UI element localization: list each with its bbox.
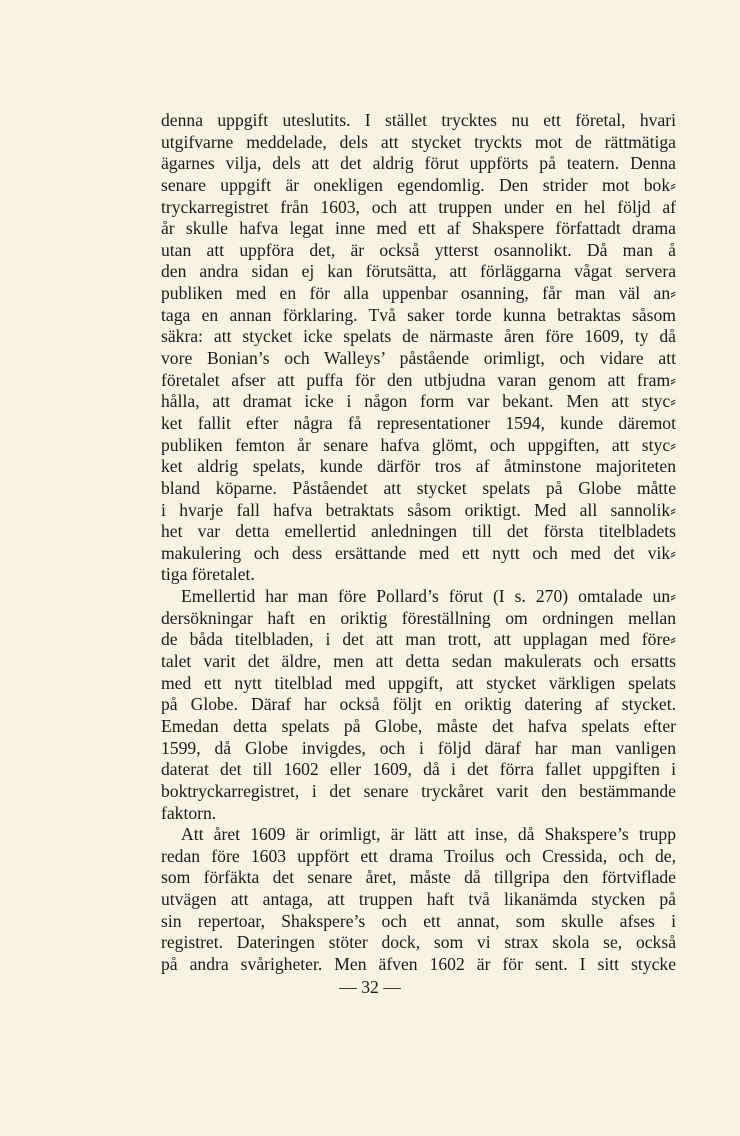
text-line: utan att uppföra det, är också ytterst osannolikt. Då man å [161, 239, 676, 260]
text-line: som förfäkta det senare året, måste då tillgripa den förtviflade [161, 867, 676, 888]
text-line: utgifvarne meddelade, dels att stycket tryckts mot de rättmätiga [161, 131, 676, 152]
text-line: på andra svårigheter. Men äfven 1602 är för sent. I sitt stycke [161, 953, 676, 974]
paragraph-3 [161, 824, 676, 975]
text-line: publiken med en för alla uppenbar osanning, får man väl an⸗ [161, 283, 676, 304]
text-line: tryckarregistret från 1603, och att truppen under en hel följd af [161, 196, 676, 217]
paragraph-1 [161, 110, 676, 586]
text-line: publiken femton år senare hafva glömt, och uppgiften, att styc⸗ [161, 434, 676, 455]
text-line: makulering och dess ersättande med ett nytt och med det vik⸗ [161, 542, 676, 563]
text-line: het var detta emellertid anledningen till det första titelbladets [161, 521, 676, 542]
text-line: 1599, då Globe invigdes, och i följd däraf har man vanligen [161, 737, 676, 758]
text-line: redan före 1603 uppfört ett drama Troilus och Cressida, och de, [161, 845, 676, 866]
text-line: de båda titelbladen, i det att man trott, att upplagan med före⸗ [161, 629, 676, 650]
text-line: år skulle hafva legat inne med ett af Shakspere författadt drama [161, 218, 676, 239]
text-line: ket aldrig spelats, kunde därför tros af åtminstone majoriteten [161, 456, 676, 477]
body-text [161, 110, 676, 976]
text-line: i hvarje fall hafva betraktats såsom oriktigt. Med all sannolik⸗ [161, 499, 676, 520]
text-line: denna uppgift uteslutits. I stället trycktes nu ett företal, hvari [161, 110, 676, 130]
text-line: säkra: att stycket icke spelats de närmaste åren före 1609, ty då [161, 326, 676, 347]
text-line: dersökningar haft en oriktig föreställning om ordningen mellan [161, 607, 676, 628]
paragraph-2 [161, 586, 676, 824]
text-line: senare uppgift är onekligen egendomlig. Den strider mot bok⸗ [161, 174, 676, 195]
text-line: registret. Dateringen stöter dock, som vi strax skola se, också [161, 932, 676, 953]
text-line: hålla, att dramat icke i någon form var bekant. Men att styc⸗ [161, 391, 676, 412]
text-line: boktryckarregistret, i det senare tryckåret varit den bestämmande [161, 780, 676, 801]
text-line: tiga företalet. [161, 564, 255, 585]
text-line: taga en annan förklaring. Två saker torde kunna betraktas såsom [161, 304, 676, 325]
text-line: utvägen att antaga, att truppen haft två likanämda stycken på [161, 889, 676, 910]
text-line: på Globe. Däraf har också följt en oriktig datering af stycket. [161, 694, 676, 715]
text-line: ket fallit efter några få representationer 1594, kunde däremot [161, 412, 676, 433]
text-line: vore Bonian’s och Walleys’ påstående orimligt, och vidare att [161, 348, 676, 369]
text-line: Emellertid har man före Pollard’s förut (I s. 270) omtalade un⸗ [181, 586, 676, 607]
text-line: Att året 1609 är orimligt, är lätt att inse, då Shakspere’s trupp [181, 824, 676, 845]
text-line: sin repertoar, Shakspere’s och ett annat, som skulle afses i [161, 910, 676, 931]
text-line: den andra sidan ej kan förutsätta, att förläggarna vågat servera [161, 261, 676, 282]
text-line: företalet afser att puffa för den utbjudna varan genom att fram⸗ [161, 369, 676, 390]
text-line: talet varit det äldre, men att detta sedan makulerats och ersatts [161, 651, 676, 672]
text-line: ägarnes vilja, dels att det aldrig förut uppförts på teatern. Denna [161, 153, 676, 174]
text-line: Emedan detta spelats på Globe, måste det hafva spelats efter [161, 715, 676, 736]
text-line: med ett nytt titelblad med uppgift, att stycket värkligen spelats [161, 672, 676, 693]
page-number: — 32 — [339, 977, 401, 997]
text-line: daterat det till 1602 eller 1609, då i det förra fallet uppgiften i [161, 759, 676, 780]
text-line: faktorn. [161, 802, 217, 823]
text-line: bland köparne. Påståendet att stycket spelats på Globe måtte [161, 477, 676, 498]
